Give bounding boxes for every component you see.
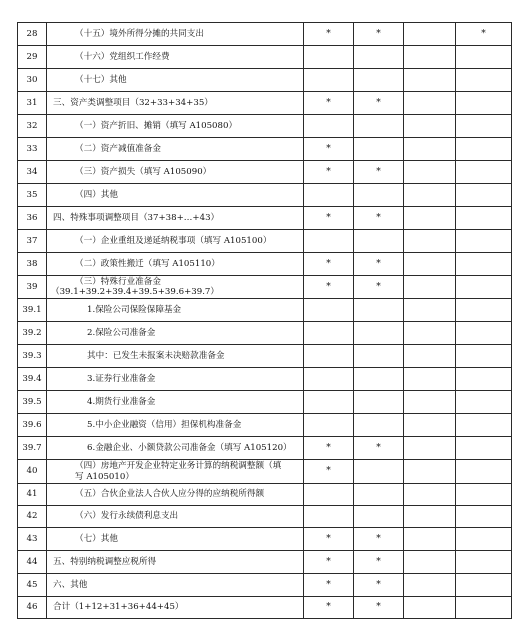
row-number: 31	[18, 92, 47, 115]
row-item-name: （十六）党组织工作经费	[47, 46, 304, 69]
value-cell-4[interactable]	[456, 345, 512, 368]
value-cell-2[interactable]: *	[354, 437, 404, 460]
value-cell-1[interactable]: *	[304, 276, 354, 299]
row-item-name: （四）其他	[47, 184, 304, 207]
value-cell-2[interactable]	[354, 115, 404, 138]
value-cell-4[interactable]	[456, 161, 512, 184]
row-number: 39.7	[18, 437, 47, 460]
value-cell-4[interactable]	[456, 69, 512, 92]
value-cell-1[interactable]: *	[304, 437, 354, 460]
value-cell-2[interactable]: *	[354, 23, 404, 46]
row-item-name: 3.证券行业准备金	[47, 368, 304, 391]
table-row	[18, 184, 512, 207]
table-row	[18, 253, 512, 276]
table-row	[18, 414, 512, 437]
row-number: 39	[18, 276, 47, 299]
value-cell-3[interactable]	[404, 551, 456, 574]
value-cell-4[interactable]	[456, 322, 512, 345]
value-cell-3[interactable]	[404, 115, 456, 138]
value-cell-1[interactable]	[304, 69, 354, 92]
value-cell-2[interactable]: *	[354, 574, 404, 597]
table-row	[18, 391, 512, 414]
row-item-name: 五、特别纳税调整应税所得	[47, 551, 304, 574]
value-cell-4[interactable]	[456, 253, 512, 276]
table-row	[18, 345, 512, 368]
row-number: 38	[18, 253, 47, 276]
value-cell-2[interactable]	[354, 230, 404, 253]
value-cell-4[interactable]	[456, 92, 512, 115]
value-cell-4[interactable]	[456, 528, 512, 551]
value-cell-1[interactable]: *	[304, 138, 354, 161]
value-cell-2[interactable]	[354, 414, 404, 437]
table-body	[18, 23, 512, 619]
table-row	[18, 115, 512, 138]
table-row	[18, 574, 512, 597]
value-cell-3[interactable]	[404, 460, 456, 484]
row-item-name: （二）资产减值准备金	[47, 138, 304, 161]
table-row	[18, 276, 512, 299]
value-cell-1[interactable]	[304, 414, 354, 437]
row-number: 45	[18, 574, 47, 597]
row-number: 36	[18, 207, 47, 230]
value-cell-1[interactable]	[304, 230, 354, 253]
value-cell-4[interactable]	[456, 368, 512, 391]
value-cell-3[interactable]	[404, 391, 456, 414]
row-item-name: 4.期货行业准备金	[47, 391, 304, 414]
table-row	[18, 437, 512, 460]
row-item-name: 其中：已发生未报案未决赔款准备金	[47, 345, 304, 368]
value-cell-3[interactable]	[404, 253, 456, 276]
value-cell-1[interactable]: *	[304, 574, 354, 597]
row-number: 39.2	[18, 322, 47, 345]
value-cell-1[interactable]: *	[304, 253, 354, 276]
value-cell-1[interactable]: *	[304, 597, 354, 619]
row-item-name: （一）企业重组及递延纳税事项（填写 A105100）	[47, 230, 304, 253]
value-cell-4[interactable]	[456, 207, 512, 230]
row-number: 41	[18, 484, 47, 506]
table-row	[18, 69, 512, 92]
value-cell-2[interactable]	[354, 484, 404, 506]
value-cell-2[interactable]	[354, 184, 404, 207]
row-number: 46	[18, 597, 47, 619]
row-number: 33	[18, 138, 47, 161]
value-cell-1[interactable]: *	[304, 528, 354, 551]
value-cell-4[interactable]	[456, 437, 512, 460]
row-item-name: 6.金融企业、小额贷款公司准备金（填写 A105120）	[47, 437, 304, 460]
table-row	[18, 138, 512, 161]
value-cell-2[interactable]	[354, 460, 404, 484]
value-cell-2[interactable]	[354, 322, 404, 345]
row-item-name: （十七）其他	[47, 69, 304, 92]
table-row	[18, 207, 512, 230]
value-cell-1[interactable]	[304, 184, 354, 207]
value-cell-3[interactable]	[404, 484, 456, 506]
value-cell-3[interactable]	[404, 414, 456, 437]
value-cell-2[interactable]: *	[354, 528, 404, 551]
value-cell-1[interactable]	[304, 484, 354, 506]
table-row	[18, 230, 512, 253]
row-number: 35	[18, 184, 47, 207]
value-cell-4[interactable]	[456, 414, 512, 437]
value-cell-3[interactable]	[404, 184, 456, 207]
value-cell-2[interactable]	[354, 69, 404, 92]
value-cell-4[interactable]	[456, 46, 512, 69]
value-cell-1[interactable]: *	[304, 551, 354, 574]
value-cell-4[interactable]	[456, 184, 512, 207]
value-cell-2[interactable]: *	[354, 92, 404, 115]
row-item-name-line2: （39.1+39.2+39.4+39.5+39.6+39.7）	[51, 287, 219, 297]
value-cell-2[interactable]: *	[354, 207, 404, 230]
value-cell-4[interactable]	[456, 276, 512, 299]
table-row	[18, 368, 512, 391]
table-row	[18, 92, 512, 115]
row-number: 39.6	[18, 414, 47, 437]
value-cell-4[interactable]: *	[456, 23, 512, 46]
row-number: 39.4	[18, 368, 47, 391]
row-number: 32	[18, 115, 47, 138]
row-item-name: （六）发行永续债利息支出	[47, 506, 304, 528]
row-item-name: 合计（1+12+31+36+44+45）	[47, 597, 304, 619]
value-cell-3[interactable]	[404, 230, 456, 253]
table-row	[18, 460, 512, 484]
row-item-name: 2.保险公司准备金	[47, 322, 304, 345]
row-item-name: （二）政策性搬迁（填写 A105110）	[47, 253, 304, 276]
value-cell-1[interactable]	[304, 506, 354, 528]
row-item-name: 六、其他	[47, 574, 304, 597]
value-cell-3[interactable]	[404, 368, 456, 391]
value-cell-2[interactable]	[354, 299, 404, 322]
table-row	[18, 23, 512, 46]
value-cell-2[interactable]	[354, 138, 404, 161]
value-cell-3[interactable]	[404, 207, 456, 230]
value-cell-4[interactable]	[456, 460, 512, 484]
value-cell-3[interactable]	[404, 46, 456, 69]
value-cell-1[interactable]: *	[304, 161, 354, 184]
value-cell-3[interactable]	[404, 528, 456, 551]
value-cell-1[interactable]	[304, 368, 354, 391]
value-cell-3[interactable]	[404, 322, 456, 345]
row-number: 39.3	[18, 345, 47, 368]
value-cell-2[interactable]: *	[354, 597, 404, 619]
value-cell-1[interactable]: *	[304, 23, 354, 46]
row-item-name: 四、特殊事项调整项目（37+38+…+43）	[47, 207, 304, 230]
table-row	[18, 551, 512, 574]
table-row	[18, 161, 512, 184]
row-item-name: 5.中小企业融资（信用）担保机构准备金	[47, 414, 304, 437]
table-row	[18, 528, 512, 551]
value-cell-2[interactable]	[354, 46, 404, 69]
value-cell-3[interactable]	[404, 597, 456, 619]
value-cell-3[interactable]	[404, 161, 456, 184]
value-cell-3[interactable]	[404, 276, 456, 299]
value-cell-2[interactable]	[354, 345, 404, 368]
table-row	[18, 484, 512, 506]
value-cell-4[interactable]	[456, 115, 512, 138]
value-cell-4[interactable]	[456, 299, 512, 322]
value-cell-1[interactable]	[304, 115, 354, 138]
value-cell-3[interactable]	[404, 23, 456, 46]
table-row	[18, 506, 512, 528]
row-item-name: （五）合伙企业法人合伙人应分得的应纳税所得额	[47, 484, 304, 506]
row-item-name: 三、资产类调整项目（32+33+34+35）	[47, 92, 304, 115]
value-cell-4[interactable]	[456, 506, 512, 528]
table-row	[18, 322, 512, 345]
value-cell-2[interactable]: *	[354, 276, 404, 299]
row-number: 30	[18, 69, 47, 92]
value-cell-3[interactable]	[404, 574, 456, 597]
row-item-name: （七）其他	[47, 528, 304, 551]
value-cell-3[interactable]	[404, 299, 456, 322]
value-cell-1[interactable]	[304, 299, 354, 322]
value-cell-3[interactable]	[404, 506, 456, 528]
value-cell-1[interactable]: *	[304, 92, 354, 115]
row-number: 34	[18, 161, 47, 184]
row-number: 28	[18, 23, 47, 46]
value-cell-4[interactable]	[456, 551, 512, 574]
value-cell-1[interactable]	[304, 345, 354, 368]
value-cell-2[interactable]	[354, 506, 404, 528]
table-row	[18, 299, 512, 322]
value-cell-4[interactable]	[456, 391, 512, 414]
row-number: 37	[18, 230, 47, 253]
value-cell-1[interactable]	[304, 46, 354, 69]
value-cell-4[interactable]	[456, 484, 512, 506]
value-cell-4[interactable]	[456, 138, 512, 161]
value-cell-2[interactable]: *	[354, 161, 404, 184]
row-item-name-line1: （四）房地产开发企业特定业务计算的纳税调整额（填	[75, 461, 282, 472]
row-number: 44	[18, 551, 47, 574]
row-item-name-line2: 写 A105010）	[75, 471, 134, 482]
value-cell-4[interactable]	[456, 574, 512, 597]
adjustment-table	[17, 22, 512, 619]
row-item-name: （一）资产折旧、摊销（填写 A105080）	[47, 115, 304, 138]
row-item-name: （三）资产损失（填写 A105090）	[47, 161, 304, 184]
value-cell-4[interactable]	[456, 597, 512, 619]
value-cell-1[interactable]	[304, 391, 354, 414]
row-item-name: （十五）境外所得分摊的共同支出	[47, 23, 304, 46]
value-cell-3[interactable]	[404, 345, 456, 368]
row-item-name-line1: （三）特殊行业准备金	[75, 276, 161, 287]
value-cell-1[interactable]: *	[304, 460, 354, 484]
row-number: 39.1	[18, 299, 47, 322]
value-cell-2[interactable]	[354, 391, 404, 414]
row-item-name	[47, 460, 304, 484]
value-cell-3[interactable]	[404, 437, 456, 460]
value-cell-3[interactable]	[404, 92, 456, 115]
row-number: 43	[18, 528, 47, 551]
row-number: 39.5	[18, 391, 47, 414]
row-number: 42	[18, 506, 47, 528]
row-number: 40	[18, 460, 47, 484]
row-item-name: 1.保险公司保险保障基金	[47, 299, 304, 322]
value-cell-2[interactable]	[354, 368, 404, 391]
value-cell-2[interactable]: *	[354, 253, 404, 276]
value-cell-1[interactable]: *	[304, 207, 354, 230]
value-cell-4[interactable]	[456, 230, 512, 253]
row-item-name	[47, 276, 304, 299]
table-row	[18, 597, 512, 619]
value-cell-3[interactable]	[404, 138, 456, 161]
value-cell-3[interactable]	[404, 69, 456, 92]
value-cell-2[interactable]: *	[354, 551, 404, 574]
table-row	[18, 46, 512, 69]
value-cell-1[interactable]	[304, 322, 354, 345]
row-number: 29	[18, 46, 47, 69]
